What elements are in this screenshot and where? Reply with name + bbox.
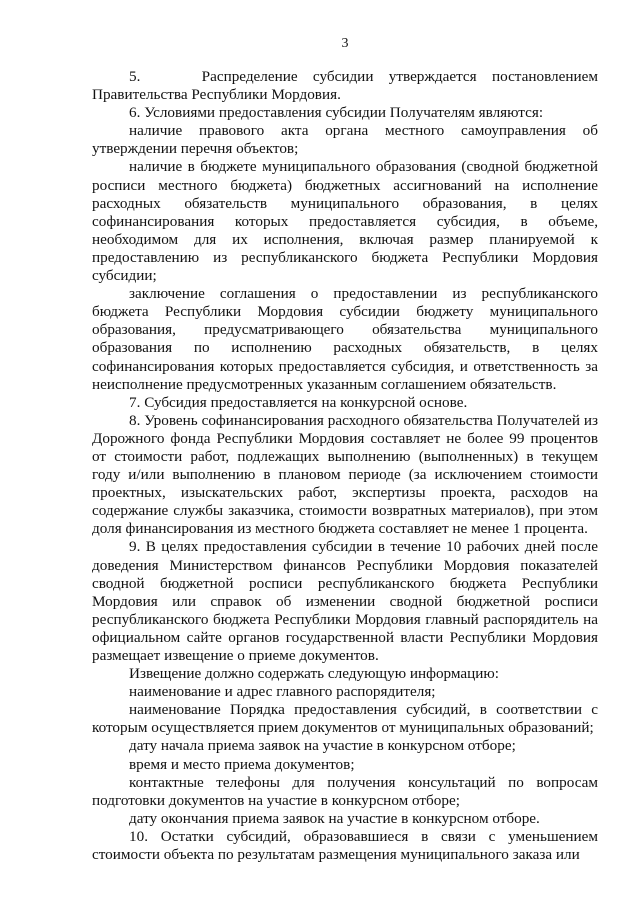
condition-agreement: заключение соглашения о предоставлении из республиканского бюджета Республики Мордовия субсидии бюджету муниципального образования, предусматривающего обязательства муниципального образования по исполнению расходных обязательств, в целях софинансирования которых предоставляется субсидия, и ответственность за неисполнение предусмотренных указанным соглашением обязательств. [92,285,598,393]
paragraph-5: 5. Распределение субсидии утверждается постановлением Правительства Республики Мордовия. [92,68,598,104]
paragraph-6: 6. Условиями предоставления субсидии Получателям являются: [129,104,544,122]
paragraph-8: 8. Уровень софинансирования расходного обязательства Получателей из Дорожного фонда Республики Мордовия составляет не более 99 процентов от стоимости работ, подлежащих выполнению (выполненных) в текущем году и/или выполнению в плановом периоде (за исключением стоимости проектных, изыскательских работ, экспертизы проекта, расходов на содержание службы заказчика, стоимости возвратных материалов), при этом доля финансирования из местного бюджета составляет не менее 1 процента. [92,411,598,538]
notice-item-phones: контактные телефоны для получения консультаций по вопросам подготовки документов на участие в конкурсном отборе; [92,773,598,809]
paragraph-9: 9. В целях предоставления субсидии в течение 10 рабочих дней после доведения Министерством финансов Республики Мордовия показателей сводной бюджетной росписи республиканского бюджета Республики Мордовия или справок об изменении сводной бюджетной росписи республиканского бюджета Республики Мордовия главный распорядитель на официальном сайте органов государственной власти Республики Мордовия размещает извещение о приеме документов. [92,538,598,664]
paragraph-7: 7. Субсидия предоставляется на конкурсной основе. [129,393,468,411]
condition-legal-act: наличие правового акта органа местного самоуправления об утверждении перечня объектов; [92,122,598,158]
notice-item-time-place: время и место приема документов; [129,755,355,773]
notice-item-end-date: дату окончания приема заявок на участие в конкурсном отборе. [129,809,540,827]
notice-item-name-address: наименование и адрес главного распорядителя; [129,683,436,701]
notice-item-procedure: наименование Порядка предоставления субсидий, в соответствии с которым осуществляется прием документов от муниципальных образований; [92,701,598,737]
notice-item-start-date: дату начала приема заявок на участие в конкурсном отборе; [129,737,516,755]
page-number: 3 [341,36,349,51]
condition-budget: наличие в бюджете муниципального образования (сводной бюджетной росписи местного бюджета) бюджетных ассигнований на исполнение расходных обязательств муниципального образования, в целях софинансирования которых предоставляется субсидия, в объеме, необходимом для их исполнения, включая размер планируемой к предоставлению из республиканского бюджета Республики Мордовия субсидии; [92,158,598,285]
notice-intro: Извещение должно содержать следующую информацию: [129,665,499,683]
paragraph-10: 10. Остатки субсидий, образовавшиеся в связи с уменьшением стоимости объекта по результатам размещения муниципального заказа или [92,827,598,864]
